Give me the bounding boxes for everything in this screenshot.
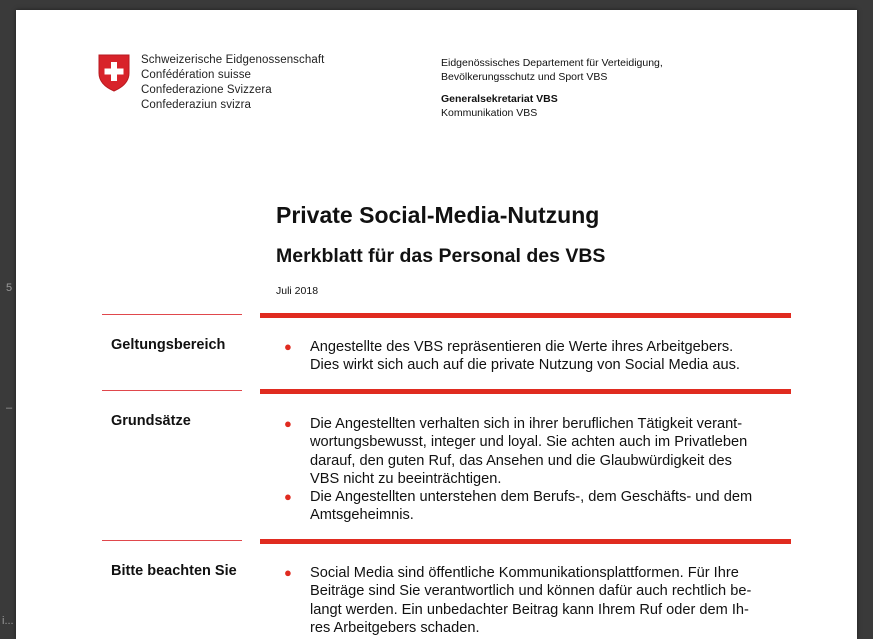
confederation-names [141, 53, 324, 113]
section-label: Geltungsbereich [111, 337, 226, 353]
secretariat-name: Generalsekretariat VBS [441, 93, 558, 105]
section-divider-thick [260, 389, 791, 394]
section-divider-thin [102, 390, 242, 391]
viewer-side-mark: 5 [6, 282, 13, 294]
viewer-side-mark: – [6, 402, 13, 414]
department-line: Eidgenössisches Departement für Verteidigung, [441, 57, 663, 69]
swiss-cross-shield-icon [98, 54, 130, 92]
section-divider-thin [102, 314, 242, 315]
section-divider-thin [102, 540, 242, 541]
confederation-line: Confederazione Svizzera [141, 84, 272, 96]
section-bullets [284, 415, 784, 525]
section-label: Bitte beachten Sie [111, 563, 237, 579]
unit-name: Kommunikation VBS [441, 107, 538, 119]
confederation-line: Confédération suisse [141, 69, 252, 81]
viewer-side-mark: i... [2, 615, 14, 627]
section-bullets [284, 338, 784, 375]
document-date: Juli 2018 [276, 285, 319, 297]
section-bullets [284, 564, 784, 637]
section-divider-thick [260, 313, 791, 318]
confederation-line: Schweizerische Eidgenossenschaft [141, 54, 325, 66]
list-item: ● Angestellte des VBS repräsentieren die Werte ihres Arbeitgebers. Dies wirkt sich auch auf die private Nutzung von Social Media aus. [284, 339, 740, 374]
document-subtitle: Merkblatt für das Personal des VBS [276, 245, 606, 267]
section-divider-thick [260, 539, 791, 544]
document-page [16, 10, 857, 639]
bullet-dot-icon: ● [284, 416, 292, 431]
section-label: Grundsätze [111, 413, 191, 429]
department-line: Bevölkerungsschutz und Sport VBS [441, 71, 608, 83]
department-block [441, 56, 663, 120]
list-item: ● Die Angestellten unterstehen dem Berufs-, dem Geschäfts- und dem Amtsgeheimnis. [284, 489, 753, 524]
bullet-dot-icon: ● [284, 565, 292, 580]
document-title: Private Social-Media-Nutzung [276, 202, 600, 228]
list-item: ● Social Media sind öffentliche Kommunikationsplattformen. Für Ihre Beiträge sind Sie verantwortlich und können dafür auch rechtlich be- langt werden. Ein unbedachter Beitrag kann Ihrem Ruf oder dem Ih- res Arbeitgebers schaden. [284, 565, 752, 636]
confederation-line: Confederaziun svizra [141, 99, 252, 111]
bullet-dot-icon: ● [284, 339, 292, 354]
bullet-dot-icon: ● [284, 489, 292, 505]
list-item: ● Die Angestellten verhalten sich in ihrer beruflichen Tätigkeit verant- wortungsbewusst, integer und loyal. Sie achten auch im Privatleben darauf, den guten Ruf, das Ansehen und die Glaubwürdigkeit des VBS nicht zu beeinträchtigen. [284, 416, 748, 487]
